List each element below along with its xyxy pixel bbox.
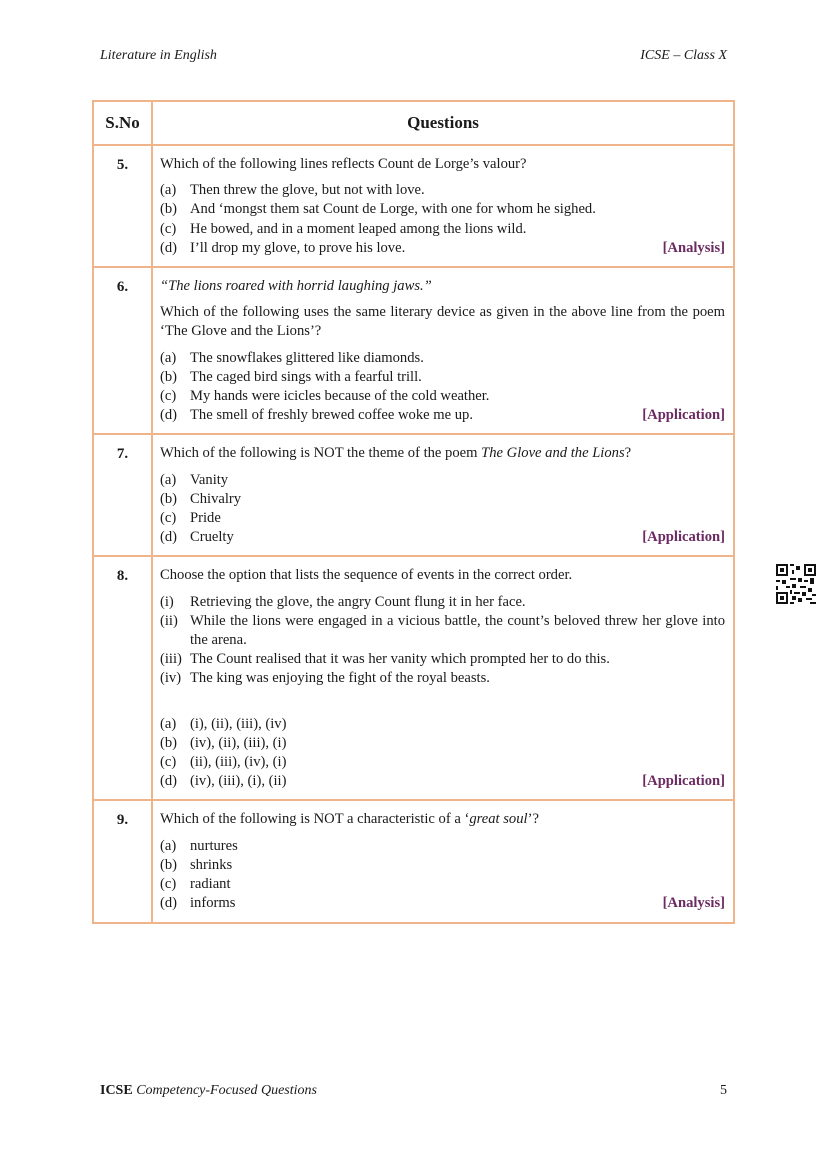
option-label: (a) (160, 349, 177, 366)
event-ii (160, 612, 725, 650)
event-label: (ii) (160, 612, 178, 629)
option-b (160, 368, 725, 387)
option-text: (iv), (ii), (iii), (i) (190, 734, 287, 751)
option-text: Then threw the glove, but not with love. (190, 182, 425, 199)
column-header-sno: S.No (93, 101, 152, 145)
question-body (152, 145, 734, 267)
event-label: (iv) (160, 670, 182, 687)
option-label: (b) (160, 368, 178, 385)
option-c (160, 220, 725, 239)
running-header-right: ICSE – Class X (640, 48, 727, 63)
option-a (160, 715, 725, 734)
option-label: (b) (160, 201, 178, 218)
qr-code-icon[interactable] (776, 564, 816, 604)
event-text: The Count realised that it was her vanity which prompted her to do this. (190, 651, 610, 668)
option-c (160, 509, 725, 528)
option-b (160, 734, 725, 753)
quoted-term: great soul (469, 811, 528, 828)
option-label: (b) (160, 490, 178, 507)
poem-title: The Glove and the Lions (481, 445, 625, 462)
question-text-start: Which of the following is NOT the theme of the poem (160, 445, 482, 462)
question-text: Choose the option that lists the sequence of events in the correct order. (160, 567, 573, 584)
option-a (160, 837, 725, 856)
question-text-end: ’? (527, 811, 539, 828)
option-label: (d) (160, 895, 178, 912)
option-label: (c) (160, 754, 177, 771)
option-c (160, 753, 725, 772)
quoted-line: “The lions roared with horrid laughing jaws.” (160, 278, 432, 295)
event-label: (i) (160, 593, 174, 610)
option-d (160, 528, 725, 547)
event-i (160, 593, 725, 612)
option-label: (d) (160, 773, 178, 790)
option-label: (d) (160, 239, 178, 256)
event-text: The king was enjoying the fight of the royal beasts. (190, 670, 490, 687)
option-d (160, 239, 725, 258)
option-label: (a) (160, 837, 177, 854)
option-text: He bowed, and in a moment leaped among the lions wild. (190, 220, 527, 237)
competency-tag: [Analysis] (662, 895, 725, 912)
question-number: 8. (93, 556, 152, 800)
option-a (160, 181, 725, 200)
event-iv (160, 669, 725, 688)
question-row-8 (93, 556, 734, 800)
option-text: The smell of freshly brewed coffee woke me up. (190, 407, 473, 424)
competency-tag: [Analysis] (662, 239, 725, 256)
option-text: And ‘mongst them sat Count de Lorge, with one for whom he sighed. (190, 201, 596, 218)
question-body (152, 800, 734, 922)
question-number: 6. (93, 267, 152, 434)
option-text: My hands were icicles because of the cold weather. (190, 388, 490, 405)
competency-tag: [Application] (642, 407, 725, 424)
option-a (160, 471, 725, 490)
events-list (160, 593, 725, 689)
question-text (160, 444, 725, 463)
option-text: Chivalry (190, 490, 242, 507)
options-list (160, 349, 725, 426)
option-text: shrinks (190, 856, 233, 873)
option-text: The snowflakes glittered like diamonds. (190, 349, 424, 366)
option-label: (c) (160, 388, 177, 405)
event-iii (160, 650, 725, 669)
event-text: While the lions were engaged in a vicious battle, the count’s beloved threw her glove into the arena. (190, 612, 725, 649)
question-text (160, 810, 725, 829)
option-text: (iv), (iii), (i), (ii) (190, 773, 287, 790)
option-label: (c) (160, 876, 177, 893)
option-label: (a) (160, 471, 177, 488)
option-d (160, 894, 725, 913)
question-number: 5. (93, 145, 152, 267)
option-text: Vanity (190, 471, 229, 488)
question-row-5 (93, 145, 734, 267)
question-number: 7. (93, 434, 152, 556)
option-b (160, 490, 725, 509)
option-text: Cruelty (190, 529, 234, 546)
option-text: I’ll drop my glove, to prove his love. (190, 239, 406, 256)
question-body (152, 267, 734, 434)
footer-title (100, 1083, 317, 1099)
option-b (160, 856, 725, 875)
option-c (160, 875, 725, 894)
option-label: (c) (160, 510, 177, 527)
option-label: (a) (160, 182, 177, 199)
event-label: (iii) (160, 651, 182, 668)
option-text: radiant (190, 876, 231, 893)
event-text: Retrieving the glove, the angry Count flung it in her face. (190, 593, 526, 610)
table-header-row (93, 101, 734, 145)
question-text-start: Which of the following is NOT a characteristic of a ‘ (160, 811, 470, 828)
column-header-questions: Questions (152, 101, 734, 145)
question-text: Which of the following uses the same literary device as given in the above line from the poem ‘The Glove and the Lions’? (160, 304, 725, 340)
option-label: (a) (160, 715, 177, 732)
running-header-left: Literature in English (100, 48, 217, 63)
options-list (160, 181, 725, 258)
option-label: (b) (160, 856, 178, 873)
option-b (160, 200, 725, 219)
option-text: nurtures (190, 837, 238, 854)
question-body (152, 434, 734, 556)
question-text: Which of the following lines reflects Count de Lorge’s valour? (160, 156, 527, 172)
page-number: 5 (720, 1083, 727, 1098)
competency-tag: [Application] (642, 529, 725, 546)
question-number: 9. (93, 800, 152, 922)
options-list (160, 471, 725, 548)
question-body (152, 556, 734, 800)
question-text-end: ? (624, 445, 632, 462)
option-text: informs (190, 895, 236, 912)
options-list (160, 837, 725, 914)
option-text: Pride (190, 510, 221, 527)
footer-subtitle: Competency-Focused Questions (136, 1083, 317, 1098)
option-c (160, 387, 725, 406)
question-row-6 (93, 267, 734, 434)
option-d (160, 772, 725, 791)
option-label: (b) (160, 734, 178, 751)
option-text: (i), (ii), (iii), (iv) (190, 715, 287, 732)
option-text: (ii), (iii), (iv), (i) (190, 754, 287, 771)
question-row-9 (93, 800, 734, 922)
question-row-7 (93, 434, 734, 556)
option-label: (d) (160, 407, 178, 424)
option-label: (c) (160, 220, 177, 237)
options-list (160, 715, 725, 792)
option-text: The caged bird sings with a fearful trill. (190, 368, 422, 385)
option-label: (d) (160, 529, 178, 546)
footer-brand: ICSE (100, 1083, 133, 1098)
option-d (160, 406, 725, 425)
competency-tag: [Application] (642, 773, 725, 790)
option-a (160, 349, 725, 368)
questions-table (92, 100, 735, 924)
